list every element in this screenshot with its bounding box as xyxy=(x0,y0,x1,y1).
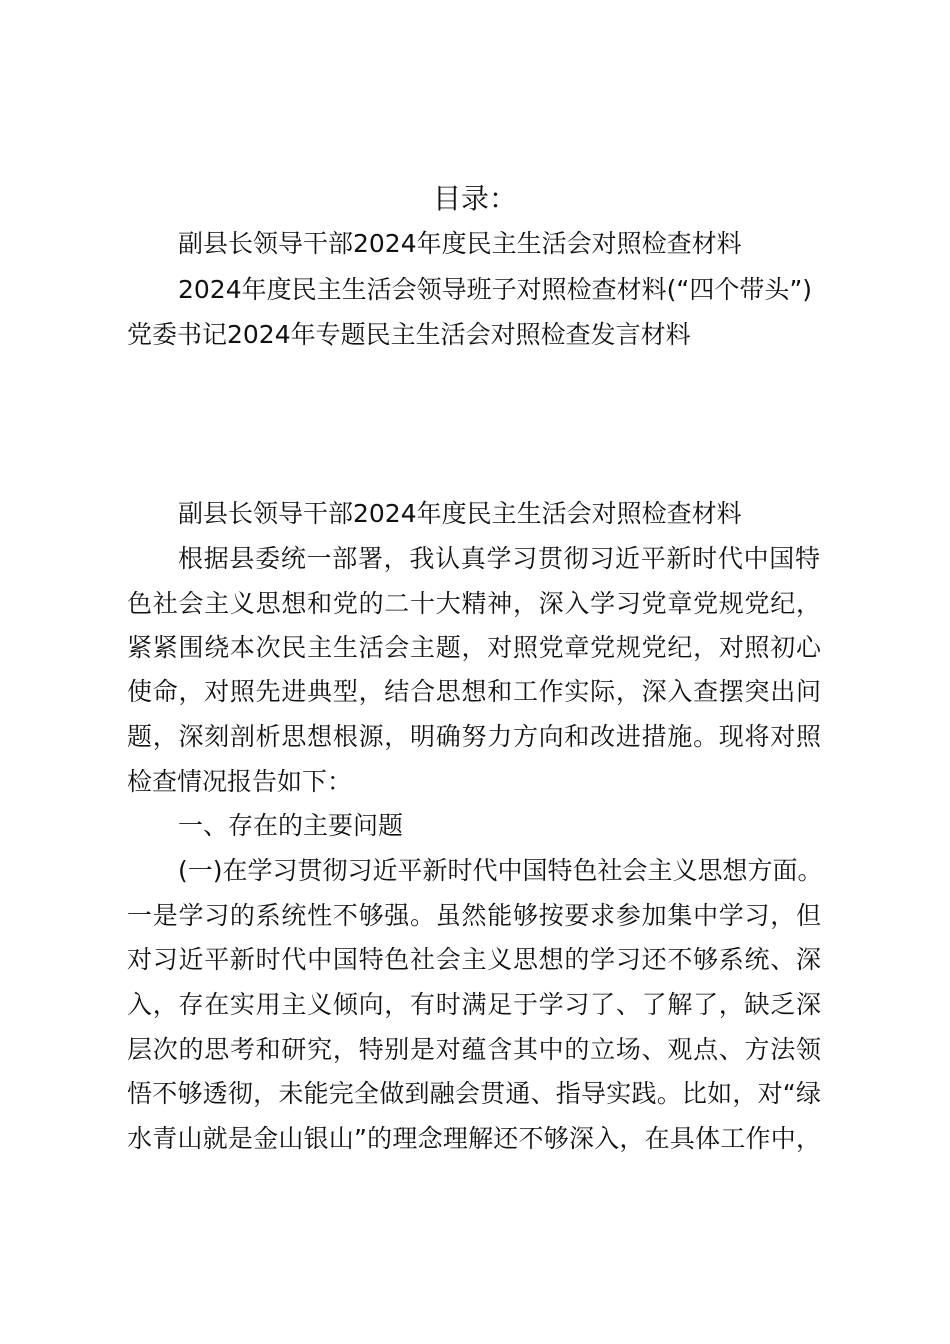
toc-item: 2024年度民主生活会领导班子对照检查材料(“四个带头”) xyxy=(178,275,813,304)
subsection-heading: (一)在学习贯彻习近平新时代中国特色社会主义思想方面。 xyxy=(178,856,823,885)
paragraph-line: 悟不够透彻，未能完全做到融会贯通、指导实践。比如，对“绿 xyxy=(127,1079,821,1108)
toc-title: 目录： xyxy=(432,182,517,215)
paragraph-line: 题，深刻剖析思想根源，明确努力方向和改进措施。现将对照 xyxy=(127,722,821,751)
paragraph-line: 入，存在实用主义倾向，有时满足于学习了、了解了，缺乏深 xyxy=(127,990,821,1019)
paragraph-line: 检查情况报告如下： xyxy=(127,767,353,796)
section-heading: 一、存在的主要问题 xyxy=(178,811,404,840)
paragraph-line: 根据县委统一部署，我认真学习贯彻习近平新时代中国特 xyxy=(178,544,820,573)
paragraph-line: 使命，对照先进典型，结合思想和工作实际，深入查摆突出问 xyxy=(127,677,821,706)
paragraph-line: 层次的思考和研究，特别是对蕴含其中的立场、观点、方法领 xyxy=(127,1035,821,1064)
paragraph-line: 一是学习的系统性不够强。虽然能够按要求参加集中学习，但 xyxy=(127,901,821,930)
paragraph-line: 紧紧围绕本次民主生活会主题，对照党章党规党纪，对照初心 xyxy=(127,633,821,662)
toc-item: 党委书记2024年专题民主生活会对照检查发言材料 xyxy=(127,320,691,349)
article-title: 副县长领导干部2024年度民主生活会对照检查材料 xyxy=(178,499,742,528)
paragraph-line: 对习近平新时代中国特色社会主义思想的学习还不够系统、深 xyxy=(127,945,821,974)
toc-item: 副县长领导干部2024年度民主生活会对照检查材料 xyxy=(178,229,742,258)
paragraph-line: 色社会主义思想和党的二十大精神，深入学习党章党规党纪， xyxy=(127,589,821,618)
paragraph-line: 水青山就是金山银山”的理念理解还不够深入，在具体工作中， xyxy=(127,1124,821,1153)
